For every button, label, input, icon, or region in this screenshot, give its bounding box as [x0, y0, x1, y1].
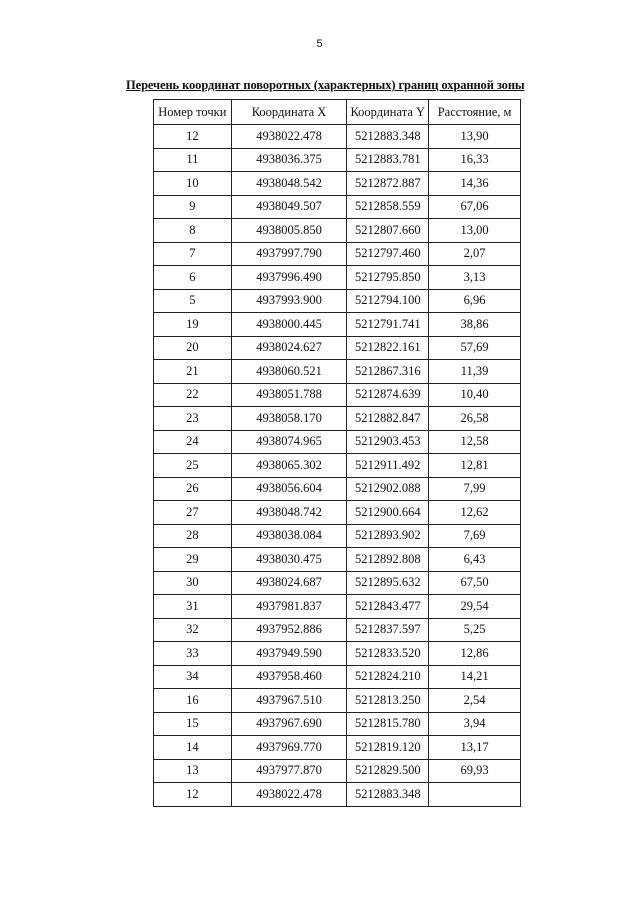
coordinate-y-cell: 5212895.632 [347, 571, 429, 595]
point-number-cell: 9 [154, 195, 232, 219]
coordinate-y-cell: 5212837.597 [347, 618, 429, 642]
point-number-cell: 14 [154, 736, 232, 760]
distance-cell: 7,69 [429, 524, 521, 548]
coordinate-x-cell: 4938022.478 [231, 125, 347, 149]
distance-cell: 16,33 [429, 148, 521, 172]
distance-cell: 12,62 [429, 501, 521, 525]
table-row [154, 219, 521, 243]
table-row [154, 783, 521, 807]
table-row [154, 360, 521, 384]
table-row [154, 313, 521, 337]
coordinate-x-cell: 4938036.375 [231, 148, 347, 172]
distance-cell: 26,58 [429, 407, 521, 431]
coordinate-y-cell: 5212874.639 [347, 383, 429, 407]
coordinate-x-cell: 4938000.445 [231, 313, 347, 337]
coordinate-x-cell: 4937958.460 [231, 665, 347, 689]
table-row [154, 618, 521, 642]
coordinate-y-cell: 5212813.250 [347, 689, 429, 713]
distance-cell: 6,96 [429, 289, 521, 313]
distance-cell: 7,99 [429, 477, 521, 501]
coordinate-x-cell: 4938024.627 [231, 336, 347, 360]
coordinate-x-cell: 4938038.084 [231, 524, 347, 548]
coordinate-y-cell: 5212797.460 [347, 242, 429, 266]
table-row [154, 336, 521, 360]
distance-cell: 57,69 [429, 336, 521, 360]
table-row [154, 172, 521, 196]
coordinate-x-cell: 4937981.837 [231, 595, 347, 619]
coordinate-x-cell: 4938048.542 [231, 172, 347, 196]
coordinate-x-cell: 4937952.886 [231, 618, 347, 642]
table-row [154, 642, 521, 666]
coordinate-x-cell: 4938074.965 [231, 430, 347, 454]
coordinate-x-cell: 4937969.770 [231, 736, 347, 760]
coordinate-y-cell: 5212794.100 [347, 289, 429, 313]
distance-cell: 5,25 [429, 618, 521, 642]
header-coordinate-y: Координата Y [347, 100, 429, 125]
distance-cell: 2,07 [429, 242, 521, 266]
point-number-cell: 5 [154, 289, 232, 313]
coordinate-y-cell: 5212833.520 [347, 642, 429, 666]
table-row [154, 148, 521, 172]
table-row [154, 712, 521, 736]
distance-cell: 12,86 [429, 642, 521, 666]
distance-cell: 67,06 [429, 195, 521, 219]
table-row [154, 125, 521, 149]
coordinate-x-cell: 4938058.170 [231, 407, 347, 431]
coordinate-y-cell: 5212872.887 [347, 172, 429, 196]
coordinate-y-cell: 5212883.348 [347, 783, 429, 807]
page-number: 5 [316, 38, 323, 50]
table-row [154, 524, 521, 548]
table-row [154, 242, 521, 266]
coordinate-x-cell: 4937967.510 [231, 689, 347, 713]
coordinate-y-cell: 5212807.660 [347, 219, 429, 243]
header-point-number: Номер точки [154, 100, 232, 125]
coordinate-y-cell: 5212903.453 [347, 430, 429, 454]
distance-cell: 13,90 [429, 125, 521, 149]
coordinate-y-cell: 5212902.088 [347, 477, 429, 501]
point-number-cell: 30 [154, 571, 232, 595]
coordinate-y-cell: 5212829.500 [347, 759, 429, 783]
document-title: Перечень координат поворотных (характерных) границ охранной зоны [126, 78, 525, 92]
distance-cell: 14,36 [429, 172, 521, 196]
point-number-cell: 8 [154, 219, 232, 243]
distance-cell [429, 783, 521, 807]
coordinate-x-cell: 4938048.742 [231, 501, 347, 525]
table-row [154, 548, 521, 572]
coordinate-y-cell: 5212882.847 [347, 407, 429, 431]
coordinate-x-cell: 4937977.870 [231, 759, 347, 783]
distance-cell: 67,50 [429, 571, 521, 595]
coordinate-y-cell: 5212892.808 [347, 548, 429, 572]
table-row [154, 454, 521, 478]
distance-cell: 14,21 [429, 665, 521, 689]
coordinate-y-cell: 5212911.492 [347, 454, 429, 478]
table-row [154, 289, 521, 313]
table-header-row [154, 100, 521, 125]
distance-cell: 12,81 [429, 454, 521, 478]
point-number-cell: 33 [154, 642, 232, 666]
distance-cell: 12,58 [429, 430, 521, 454]
point-number-cell: 15 [154, 712, 232, 736]
coordinate-x-cell: 4937949.590 [231, 642, 347, 666]
point-number-cell: 20 [154, 336, 232, 360]
point-number-cell: 22 [154, 383, 232, 407]
coordinate-y-cell: 5212867.316 [347, 360, 429, 384]
point-number-cell: 12 [154, 783, 232, 807]
coordinate-x-cell: 4938049.507 [231, 195, 347, 219]
distance-cell: 2,54 [429, 689, 521, 713]
distance-cell: 3,94 [429, 712, 521, 736]
coordinate-x-cell: 4938065.302 [231, 454, 347, 478]
distance-cell: 13,00 [429, 219, 521, 243]
distance-cell: 13,17 [429, 736, 521, 760]
coordinate-x-cell: 4938022.478 [231, 783, 347, 807]
table-row [154, 571, 521, 595]
table-row [154, 759, 521, 783]
coordinates-table [153, 99, 521, 807]
coordinate-y-cell: 5212893.902 [347, 524, 429, 548]
distance-cell: 69,93 [429, 759, 521, 783]
point-number-cell: 29 [154, 548, 232, 572]
coordinate-x-cell: 4938030.475 [231, 548, 347, 572]
coordinate-x-cell: 4938060.521 [231, 360, 347, 384]
table-row [154, 501, 521, 525]
table-row [154, 383, 521, 407]
coordinate-y-cell: 5212791.741 [347, 313, 429, 337]
table-row [154, 689, 521, 713]
coordinate-x-cell: 4937993.900 [231, 289, 347, 313]
coordinate-y-cell: 5212883.781 [347, 148, 429, 172]
coordinate-x-cell: 4937997.790 [231, 242, 347, 266]
coordinate-x-cell: 4938051.788 [231, 383, 347, 407]
coordinate-y-cell: 5212858.559 [347, 195, 429, 219]
point-number-cell: 12 [154, 125, 232, 149]
point-number-cell: 32 [154, 618, 232, 642]
header-distance: Расстояние, м [429, 100, 521, 125]
table-row [154, 477, 521, 501]
coordinate-y-cell: 5212843.477 [347, 595, 429, 619]
point-number-cell: 10 [154, 172, 232, 196]
point-number-cell: 7 [154, 242, 232, 266]
point-number-cell: 31 [154, 595, 232, 619]
point-number-cell: 11 [154, 148, 232, 172]
coordinate-x-cell: 4938024.687 [231, 571, 347, 595]
distance-cell: 10,40 [429, 383, 521, 407]
point-number-cell: 24 [154, 430, 232, 454]
table-row [154, 407, 521, 431]
coordinate-y-cell: 5212822.161 [347, 336, 429, 360]
point-number-cell: 6 [154, 266, 232, 290]
point-number-cell: 26 [154, 477, 232, 501]
table-row [154, 266, 521, 290]
point-number-cell: 19 [154, 313, 232, 337]
coordinate-y-cell: 5212883.348 [347, 125, 429, 149]
coordinate-y-cell: 5212815.780 [347, 712, 429, 736]
table-row [154, 736, 521, 760]
table-row [154, 430, 521, 454]
point-number-cell: 16 [154, 689, 232, 713]
coordinate-x-cell: 4937967.690 [231, 712, 347, 736]
header-coordinate-x: Координата X [231, 100, 347, 125]
point-number-cell: 27 [154, 501, 232, 525]
table-row [154, 665, 521, 689]
distance-cell: 3,13 [429, 266, 521, 290]
table-body [154, 125, 521, 807]
point-number-cell: 28 [154, 524, 232, 548]
coordinate-y-cell: 5212824.210 [347, 665, 429, 689]
coordinate-y-cell: 5212819.120 [347, 736, 429, 760]
distance-cell: 38,86 [429, 313, 521, 337]
coordinate-x-cell: 4938056.604 [231, 477, 347, 501]
coordinate-x-cell: 4938005.850 [231, 219, 347, 243]
distance-cell: 6,43 [429, 548, 521, 572]
coordinate-x-cell: 4937996.490 [231, 266, 347, 290]
coordinate-y-cell: 5212795.850 [347, 266, 429, 290]
point-number-cell: 23 [154, 407, 232, 431]
point-number-cell: 25 [154, 454, 232, 478]
point-number-cell: 34 [154, 665, 232, 689]
distance-cell: 11,39 [429, 360, 521, 384]
coordinate-y-cell: 5212900.664 [347, 501, 429, 525]
table-row [154, 595, 521, 619]
distance-cell: 29,54 [429, 595, 521, 619]
point-number-cell: 13 [154, 759, 232, 783]
point-number-cell: 21 [154, 360, 232, 384]
table-row [154, 195, 521, 219]
